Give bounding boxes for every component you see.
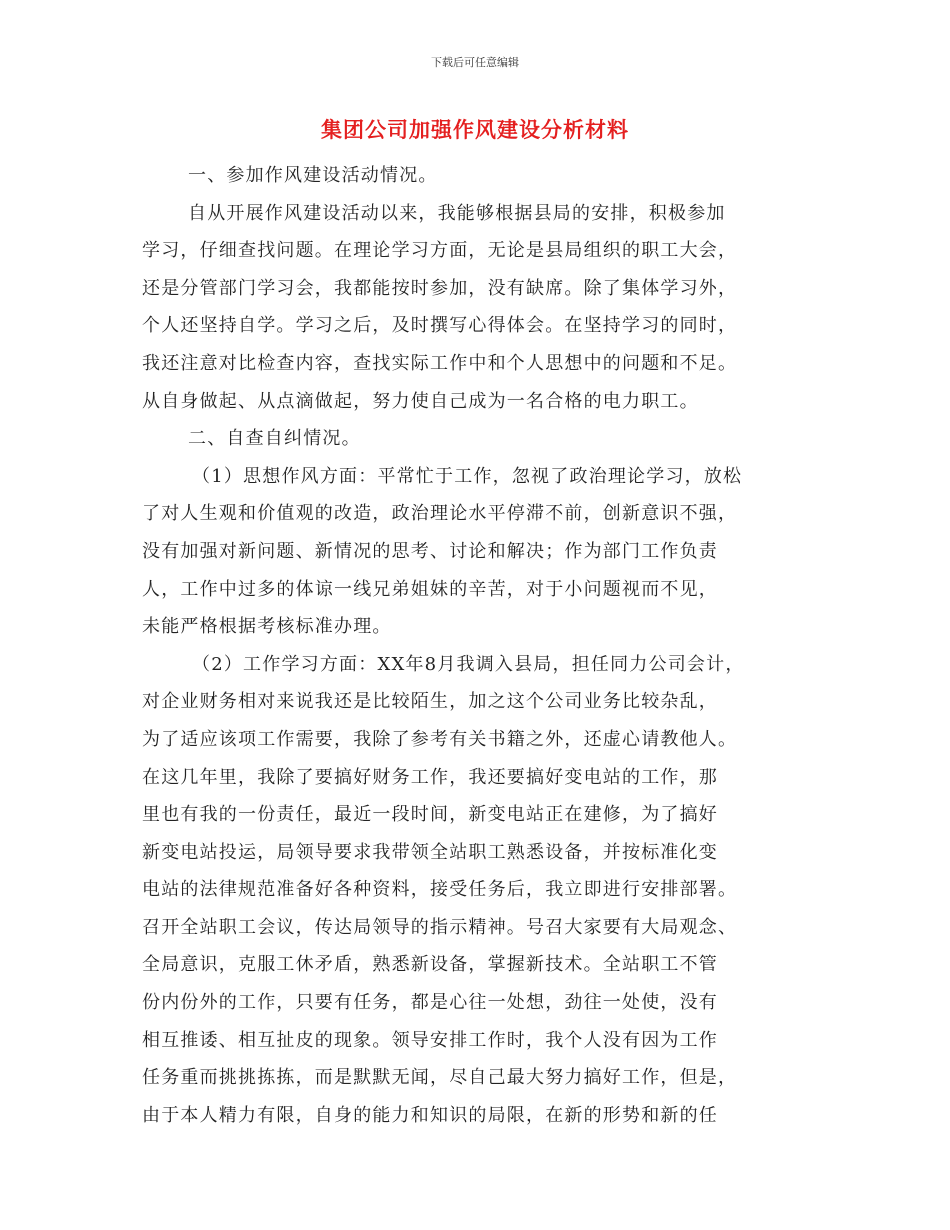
paragraph-line: 未能严格根据考核标准办理。 [142, 616, 392, 638]
document-body [142, 157, 812, 1134]
paragraph-line: 学习，仔细查找问题。在理论学习方面，无论是县局组织的职工大会， [142, 240, 738, 262]
paragraph-line: 个人还坚持自学。学习之后，及时撰写心得体会。在坚持学习的同时， [142, 315, 738, 337]
paragraph-line: 人，工作中过多的体谅一线兄弟姐妹的辛苦，对于小问题视而不见， [142, 578, 718, 600]
paragraph-line: 召开全站职工会议，传达局领导的指示精神。号召大家要有大局观念、 [142, 916, 738, 938]
header-note: 下载后可任意编辑 [431, 56, 519, 69]
paragraph-line: 我还注意对比检查内容，查找实际工作中和个人思想中的问题和不足。 [142, 352, 738, 374]
paragraph-line: 电站的法律规范准备好各种资料，接受任务后，我立即进行安排部署。 [142, 879, 738, 901]
paragraph-line: 新变电站投运，局领导要求我带领全站职工熟悉设备，并按标准化变 [142, 841, 718, 863]
section-heading-2: 二、自查自纠情况。 [188, 428, 361, 450]
paragraph-line: 还是分管部门学习会，我都能按时参加，没有缺席。除了集体学习外， [142, 277, 738, 299]
paragraph-line: 了对人生观和价值观的改造，政治理论水平停滞不前，创新意识不强， [142, 503, 738, 525]
paragraph-line: （1）思想作风方面：平常忙于工作，忽视了政治理论学习，放松 [192, 465, 743, 487]
paragraph-line: 相互推诿、相互扯皮的现象。领导安排工作时，我个人没有因为工作 [142, 1029, 718, 1051]
paragraph-line: 自从开展作风建设活动以来，我能够根据县局的安排，积极参加 [188, 202, 726, 224]
paragraph-line: 从自身做起、从点滴做起，努力使自己成为一名合格的电力职工。 [142, 390, 699, 412]
paragraph-line: 没有加强对新问题、新情况的思考、讨论和解决；作为部门工作负责 [142, 540, 718, 562]
section-heading-1: 一、参加作风建设活动情况。 [188, 165, 438, 186]
paragraph-line: （2）工作学习方面：XX年8月我调入县局，担任同力公司会计， [192, 653, 745, 675]
paragraph-line: 任务重而挑挑拣拣，而是默默无闻，尽自己最大努力搞好工作，但是， [142, 1067, 738, 1089]
paragraph-line: 在这几年里，我除了要搞好财务工作，我还要搞好变电站的工作，那 [142, 766, 718, 788]
document-title: 集团公司加强作风建设分析材料 [321, 118, 629, 142]
paragraph-line: 份内份外的工作，只要有任务，都是心往一处想，劲往一处使，没有 [142, 992, 718, 1014]
paragraph-line: 里也有我的一份责任，最近一段时间，新变电站正在建修，为了搞好 [142, 804, 718, 826]
paragraph-line: 由于本人精力有限，自身的能力和知识的局限，在新的形势和新的任 [142, 1104, 718, 1126]
paragraph-line: 全局意识，克服工休矛盾，熟悉新设备，掌握新技术。全站职工不管 [142, 954, 718, 976]
paragraph-line: 为了适应该项工作需要，我除了参考有关书籍之外，还虚心请教他人。 [142, 728, 738, 750]
paragraph-line: 对企业财务相对来说我还是比较陌生，加之这个公司业务比较杂乱， [142, 691, 718, 713]
